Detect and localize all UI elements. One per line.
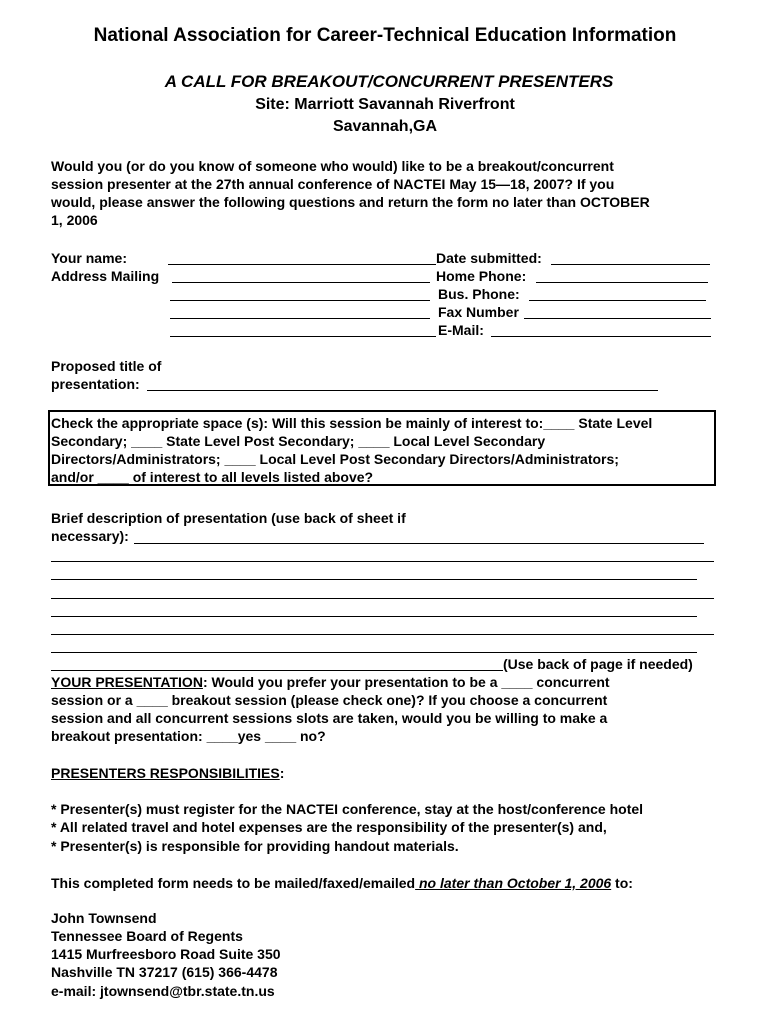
- mailing-instruction: [51, 874, 633, 892]
- home-phone-field[interactable]: [536, 282, 708, 283]
- interest-line: Secondary; ____ State Level Post Secondary; ____ Local Level Secondary: [51, 433, 546, 449]
- interest-line: Check the appropriate space (s): Will this session be mainly of interest to:____ State Level: [51, 415, 653, 431]
- description-field-line[interactable]: [51, 616, 697, 617]
- page-subtitle: A CALL FOR BREAKOUT/CONCURRENT PRESENTERS: [164, 72, 614, 91]
- interest-line: and/or ____ of interest to all levels listed above?: [51, 469, 374, 485]
- responsibilities-heading-line: [51, 764, 284, 782]
- fax-field[interactable]: [524, 318, 711, 319]
- recipient-name: John Townsend: [51, 910, 157, 926]
- responsibility-item: * Presenter(s) must register for the NACTEI conference, stay at the host/conference hotel: [51, 801, 644, 817]
- your-name-field[interactable]: [168, 264, 436, 265]
- bus-phone-field[interactable]: [529, 300, 706, 301]
- description-field-line[interactable]: [51, 670, 503, 671]
- back-of-page-note: (Use back of page if needed): [503, 656, 693, 672]
- address-field-line-4[interactable]: [170, 336, 436, 337]
- your-presentation-heading: YOUR PRESENTATION: [51, 674, 203, 690]
- proposed-title-label-2: presentation:: [51, 376, 140, 392]
- address-field-line-1[interactable]: [172, 282, 430, 283]
- date-submitted-label: Date submitted:: [436, 250, 542, 266]
- address-field-line-3[interactable]: [170, 318, 430, 319]
- proposed-title-label: Proposed title of: [51, 358, 162, 374]
- description-field-line[interactable]: [51, 652, 697, 653]
- your-presentation-line: breakout presentation: ____yes ____ no?: [51, 728, 326, 744]
- your-name-label: Your name:: [51, 250, 127, 266]
- description-field-line[interactable]: [51, 598, 714, 599]
- mailing-deadline: no later than October 1, 2006: [415, 875, 612, 891]
- description-field-line[interactable]: [134, 543, 704, 544]
- description-field-line[interactable]: [51, 579, 697, 580]
- your-presentation-text: : Would you prefer your presentation to be a ____ concurrent: [202, 674, 610, 690]
- bus-phone-label: Bus. Phone:: [438, 286, 520, 302]
- site-line: Site: Marriott Savannah Riverfront: [255, 96, 515, 113]
- intro-line: session presenter at the 27th annual conference of NACTEI May 15—18, 2007? If you: [51, 176, 615, 192]
- proposed-title-field[interactable]: [147, 390, 658, 391]
- page-title: National Association for Career-Technical Education Information: [93, 25, 677, 46]
- description-label: Brief description of presentation (use back of sheet if: [51, 510, 406, 526]
- description-field-line[interactable]: [51, 634, 714, 635]
- email-field[interactable]: [491, 336, 711, 337]
- your-presentation-line: [51, 673, 610, 691]
- your-presentation-line: session and all concurrent sessions slots are taken, would you be willing to make a: [51, 710, 608, 726]
- responsibility-item: * All related travel and hotel expenses are the responsibility of the presenter(s) and,: [51, 819, 607, 835]
- your-presentation-line: session or a ____ breakout session (please check one)? If you choose a concurrent: [51, 692, 608, 708]
- interest-line: Directors/Administrators; ____ Local Level Post Secondary Directors/Administrators;: [51, 451, 619, 467]
- recipient-org: Tennessee Board of Regents: [51, 928, 243, 944]
- intro-line: Would you (or do you know of someone who would) like to be a breakout/concurrent: [51, 158, 614, 174]
- recipient-email[interactable]: e-mail: jtownsend@tbr.state.tn.us: [51, 983, 275, 999]
- address-field-line-2[interactable]: [170, 300, 430, 301]
- date-submitted-field[interactable]: [551, 264, 710, 265]
- responsibility-item: * Presenter(s) is responsible for providing handout materials.: [51, 838, 459, 854]
- intro-line: 1, 2006: [51, 212, 98, 228]
- description-label-2: necessary):: [51, 528, 129, 544]
- responsibilities-heading: PRESENTERS RESPONSIBILITIES: [51, 765, 280, 781]
- responsibilities-colon: :: [279, 765, 285, 781]
- address-label: Address Mailing: [51, 268, 160, 284]
- email-label: E-Mail:: [438, 322, 484, 338]
- mailing-lead: This completed form needs to be mailed/faxed/emailed: [51, 875, 416, 891]
- intro-line: would, please answer the following questions and return the form no later than OCTOBER: [51, 194, 650, 210]
- recipient-city-phone: Nashville TN 37217 (615) 366-4478: [51, 964, 278, 980]
- recipient-street: 1415 Murfreesboro Road Suite 350: [51, 946, 281, 962]
- mailing-tail: to:: [611, 875, 633, 891]
- fax-label: Fax Number: [438, 304, 519, 320]
- home-phone-label: Home Phone:: [436, 268, 527, 284]
- description-field-line[interactable]: [51, 561, 714, 562]
- city-line: Savannah,GA: [332, 118, 438, 135]
